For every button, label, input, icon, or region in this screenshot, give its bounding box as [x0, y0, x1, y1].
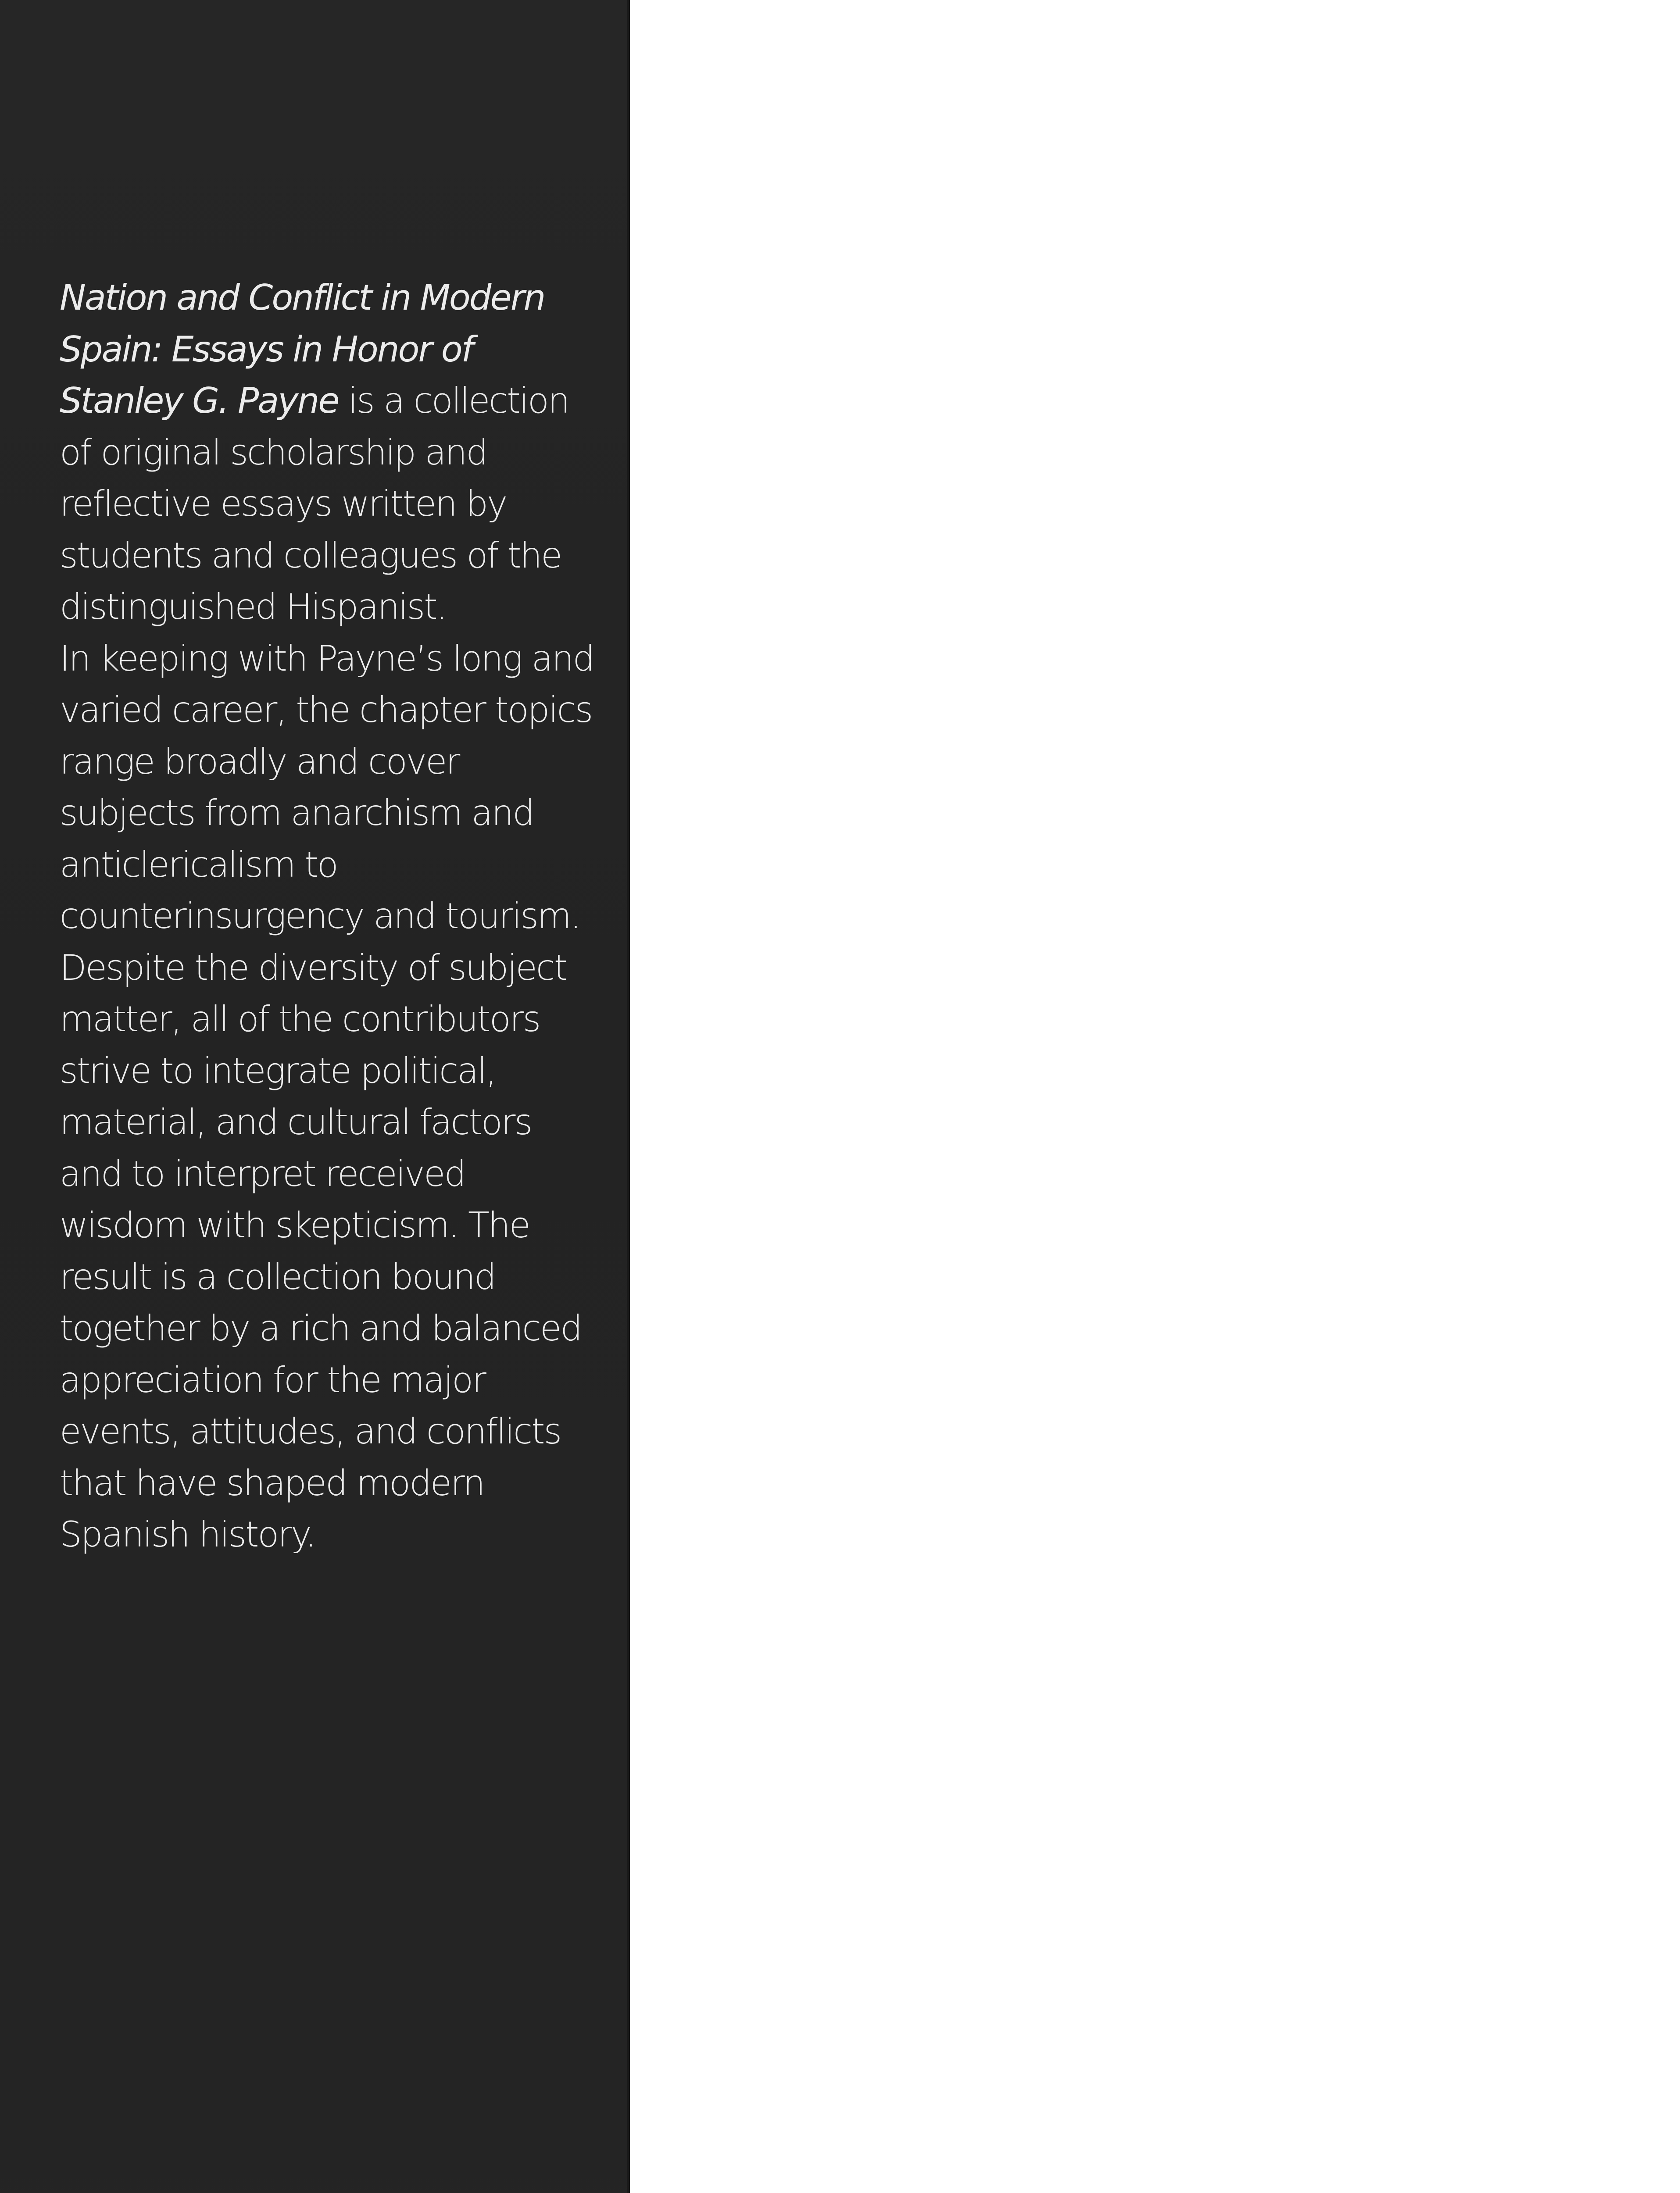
paragraph-2: In keeping with Payne’s long and varied career, the chapter topics range broadly and cover subjects from anarchism and anticlericalism to counterinsurgency and tourism. Despite the diversity of subject matter, all of the contributors strive to integrate political, material, and cultural factors and to interpret received wisdom with skepticism. The result is a collection bound together by a rich and balanced appreciation for the major events, attitudes, and conflicts that have shaped modern Spanish history.	[60, 638, 594, 1555]
book-title: Nation and Conflict in Modern Spain: Essays in Honor of Stanley G. Payne	[60, 277, 545, 421]
blank-page	[630, 0, 1680, 2193]
paragraph-1-text: is a collection of original scholarship and reflective essays written by students and colleagues of the distinguished Hispanist.	[60, 380, 569, 627]
dust-jacket-flap	[0, 0, 630, 2193]
paragraph-1	[60, 277, 569, 627]
flap-description	[60, 272, 595, 1561]
